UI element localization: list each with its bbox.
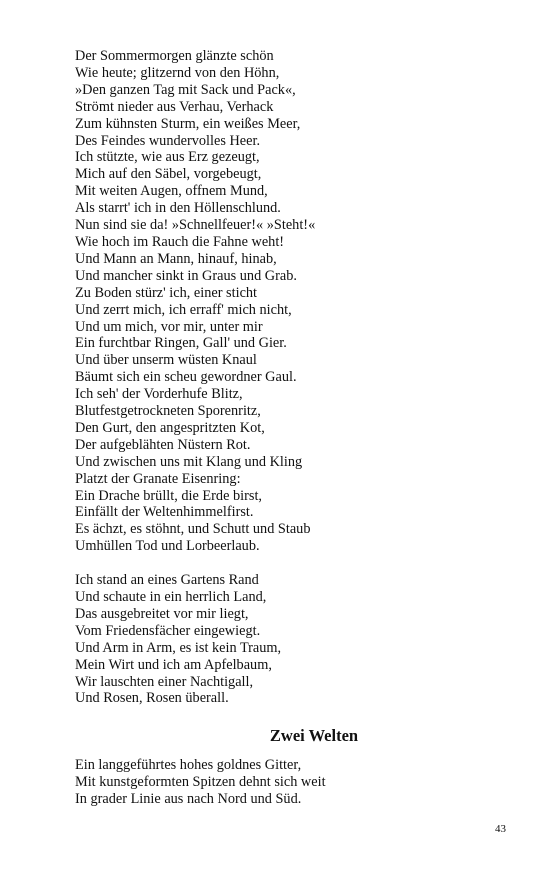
verse-line: Ich stand an eines Gartens Rand — [75, 572, 259, 589]
verse-line: Und zerrt mich, ich erraff' mich nicht, — [75, 301, 292, 318]
page-number: 43 — [495, 823, 506, 835]
verse-line: Ich stützte, wie aus Erz gezeugt, — [75, 149, 260, 166]
stanza-spacer — [75, 555, 515, 572]
verse-line: Als starrt' ich in den Höllenschlund. — [75, 200, 281, 217]
verse-line: Ich seh' der Vorderhufe Blitz, — [75, 386, 243, 403]
verse-line: Wir lauschten einer Nachtigall, — [75, 673, 254, 690]
page-body — [75, 48, 515, 808]
verse-line: Wie heute; glitzernd von den Höhn, — [75, 64, 280, 81]
verse-line: Es ächzt, es stöhnt, und Schutt und Staub — [75, 521, 311, 538]
verse-line: Und mancher sinkt in Graus und Grab. — [75, 267, 297, 284]
verse-line: Und über unserm wüsten Knaul — [75, 352, 257, 369]
verse-line: Ein Drache brüllt, die Erde birst, — [75, 487, 262, 504]
verse-line: Und um mich, vor mir, unter mir — [75, 318, 263, 335]
verse-line: Ein langgeführtes hohes goldnes Gitter, — [75, 757, 302, 774]
verse-line: Platzt der Granate Eisenring: — [75, 470, 241, 487]
verse-line: Umhüllen Tod und Lorbeerlaub. — [75, 538, 260, 555]
verse-line: Mit weiten Augen, offnem Mund, — [75, 183, 268, 200]
verse-line: »Den ganzen Tag mit Sack und Pack«, — [75, 81, 296, 98]
verse-line: Nun sind sie da! »Schnellfeuer!« »Steht!« — [75, 217, 316, 234]
verse-line: Des Feindes wundervolles Heer. — [75, 132, 261, 149]
verse-line: Der aufgeblähten Nüstern Rot. — [75, 436, 251, 453]
verse-line: Das ausgebreitet vor mir liegt, — [75, 605, 249, 622]
verse-line: Der Sommermorgen glänzte schön — [75, 48, 274, 64]
verse-line: Und zwischen uns mit Klang und Kling — [75, 453, 303, 470]
verse-line: Vom Friedensfächer eingewiegt. — [75, 622, 261, 639]
verse-line: Und Rosen, Rosen überall. — [75, 690, 229, 707]
verse-line: Zu Boden stürz' ich, einer sticht — [75, 284, 258, 301]
poem-stanza-1 — [75, 48, 515, 555]
verse-line: In grader Linie aus nach Nord und Süd. — [75, 791, 302, 808]
verse-line: Und schaute in ein herrlich Land, — [75, 588, 267, 605]
verse-line: Wie hoch im Rauch die Fahne weht! — [75, 233, 285, 250]
verse-line: Einfällt der Weltenhimmelfirst. — [75, 504, 254, 521]
verse-line: Mein Wirt und ich am Apfelbaum, — [75, 656, 272, 673]
verse-line: Und Mann an Mann, hinauf, hinab, — [75, 250, 277, 267]
verse-line: Zum kühnsten Sturm, ein weißes Meer, — [75, 115, 301, 132]
verse-line: Und Arm in Arm, es ist kein Traum, — [75, 639, 282, 656]
verse-line: Strömt nieder aus Verhau, Verhack — [75, 98, 274, 115]
verse-line: Bäumt sich ein scheu gewordner Gaul. — [75, 369, 297, 386]
poem-2-stanza-1 — [75, 757, 515, 808]
verse-line: Blutfestgetrockneten Sporenritz, — [75, 403, 261, 420]
poem-stanza-2 — [75, 572, 515, 707]
poem-title: Zwei Welten — [269, 726, 359, 746]
verse-line: Mich auf den Säbel, vorgebeugt, — [75, 166, 262, 183]
verse-line: Den Gurt, den angespritzten Kot, — [75, 419, 265, 436]
verse-line: Ein furchtbar Ringen, Gall' und Gier. — [75, 335, 287, 352]
verse-line: Mit kunstgeformten Spitzen dehnt sich weit — [75, 774, 326, 791]
